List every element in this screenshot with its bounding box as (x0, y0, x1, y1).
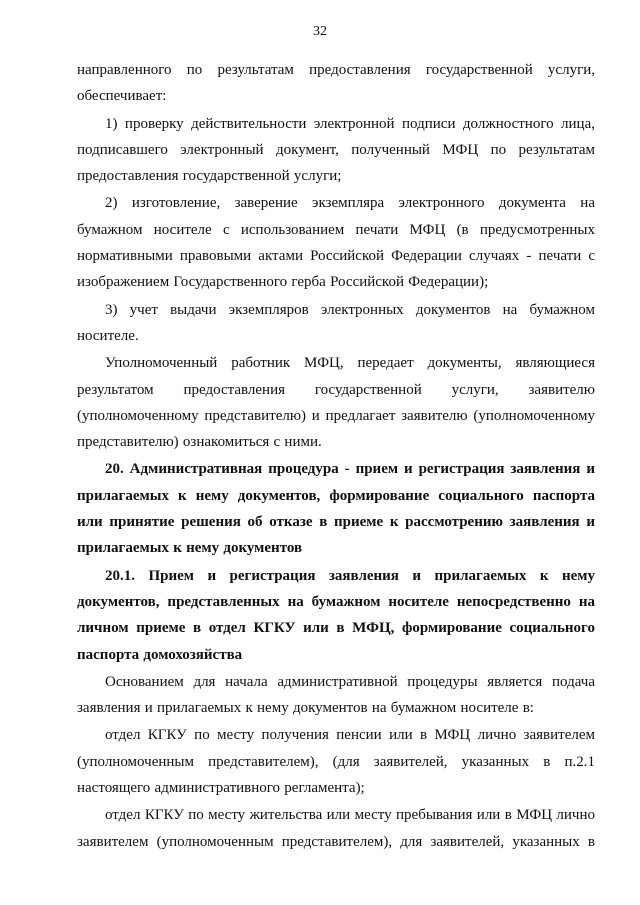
list-item-signature-check: 1) проверку действительности электронной подписи должностного лица, подписавшего электронный документ, полученный МФЦ по результатам предоставления государственной услуги; (77, 115, 595, 185)
paragraph-authorized-worker: Уполномоченный работник МФЦ, передает документы, являющиеся результатом предоставления государственной услуги, заявителю (уполномоченному представителю) и предлагает заявителю (уполномоченному представителю) ознакомиться с ними. (77, 355, 595, 451)
section-heading-20: 20. Административная процедура - прием и регистрация заявления и прилагаемых к нему документов, формирование социального паспорта или принятие решения об отказе в приеме к рассмотрению заявления и прилагаемых к нему документов (77, 461, 595, 557)
paragraph-basis: Основанием для начала административной процедуры является подача заявления и прилагаемых к нему документов на бумажном носителе в: (77, 673, 595, 717)
document-body (77, 57, 595, 856)
section-heading-20-1: 20.1. Прием и регистрация заявления и прилагаемых к нему документов, представленных на бумажном носителе непосредственно на личном приеме в отдел КГКУ или в МФЦ, формирование социального паспорта домохозяйства (77, 567, 595, 663)
page-number: 32 (313, 24, 327, 39)
paragraph-residence-department: отдел КГКУ по месту жительства или месту пребывания или в МФЦ лично заявителем (уполномоченным представителем), для заявителей, указанных в (77, 807, 595, 850)
list-item-paper-copy: 2) изготовление, заверение экземпляра электронного документа на бумажном носителе с использованием печати МФЦ (в предусмотренных нормативными правовыми актами Российской Федерации случаях - печати с изображением Государственного герба Российской Федерации); (77, 195, 595, 291)
list-item-accounting: 3) учет выдачи экземпляров электронных документов на бумажном носителе. (77, 301, 595, 344)
paragraph-pension-department: отдел КГКУ по месту получения пенсии или в МФЦ лично заявителем (уполномоченным представителем), (для заявителей, указанных в п.2.1 настоящего административного регламента); (77, 727, 595, 797)
paragraph-intro: направленного по результатам предоставления государственной услуги, обеспечивает: (77, 62, 595, 105)
